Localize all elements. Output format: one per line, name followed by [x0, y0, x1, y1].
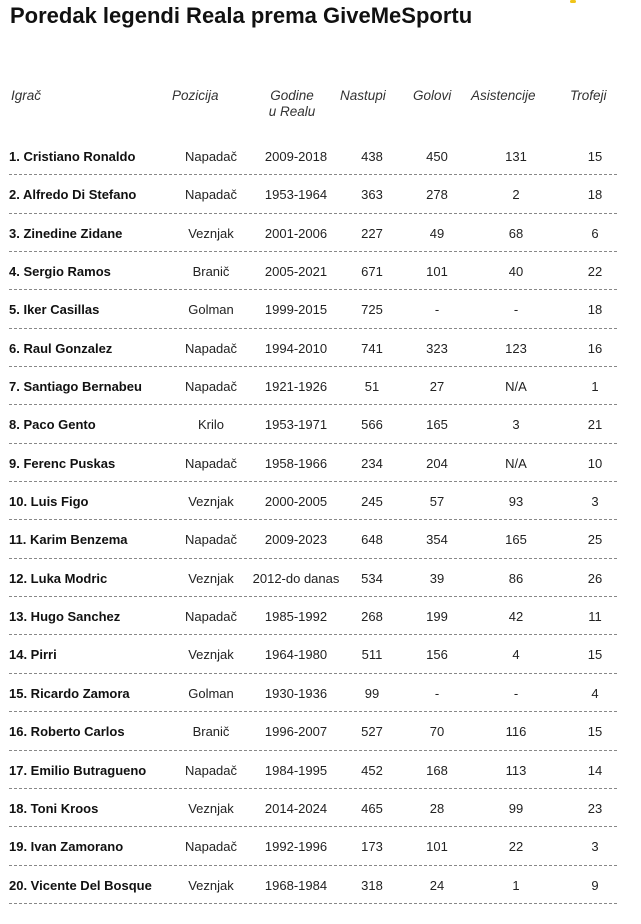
header-position: Pozicija [172, 88, 219, 103]
appearances-cell: 268 [361, 609, 383, 625]
position-cell: Veznjak [188, 225, 234, 241]
appearances-cell: 318 [361, 877, 383, 893]
goals-cell: 24 [429, 877, 445, 893]
assists-cell: 40 [508, 264, 524, 280]
assists-cell: N/A [505, 455, 527, 471]
player-name: 10. Luis Figo [9, 494, 89, 510]
table-row [9, 866, 617, 904]
position-cell: Golman [188, 685, 234, 701]
position-cell: Veznjak [188, 877, 234, 893]
appearances-cell: 363 [361, 187, 383, 203]
appearances-cell: 671 [361, 264, 383, 280]
player-name: 16. Roberto Carlos [9, 724, 125, 740]
trophies-cell: 18 [587, 187, 603, 203]
trophies-cell: 22 [587, 264, 603, 280]
player-name: 17. Emilio Butragueno [9, 762, 147, 778]
years-cell: 2009-2023 [264, 532, 328, 548]
position-cell: Veznjak [188, 494, 234, 510]
table-row [9, 175, 617, 213]
position-cell: Napadač [184, 762, 238, 778]
years-cell: 1984-1995 [264, 762, 328, 778]
player-name: 5. Iker Casillas [9, 302, 100, 318]
player-name: 19. Ivan Zamorano [9, 839, 124, 855]
table-row [9, 674, 617, 712]
table-row [9, 482, 617, 520]
position-cell: Napadač [184, 340, 238, 356]
player-name: 20. Vicente Del Bosque [9, 877, 152, 893]
trophies-cell: 16 [587, 340, 603, 356]
goals-cell: 323 [426, 340, 448, 356]
table-row [9, 597, 617, 635]
assists-cell: 2 [512, 187, 520, 203]
player-name: 8. Paco Gento [9, 417, 96, 433]
header-player: Igrač [11, 88, 42, 103]
years-cell: 1968-1984 [264, 877, 328, 893]
table-row [9, 405, 617, 443]
assists-cell: 86 [508, 570, 524, 586]
appearances-cell: 51 [364, 379, 380, 395]
position-cell: Veznjak [188, 800, 234, 816]
goals-cell: 168 [426, 762, 448, 778]
years-cell: 1992-1996 [264, 839, 328, 855]
appearances-cell: 173 [361, 839, 383, 855]
player-name: 4. Sergio Ramos [9, 264, 111, 280]
position-cell: Krilo [197, 417, 224, 433]
goals-cell: 70 [429, 724, 445, 740]
appearances-cell: 741 [361, 340, 383, 356]
trophies-cell: 1 [591, 379, 599, 395]
years-cell: 2012-do danas [252, 570, 340, 586]
appearances-cell: 452 [361, 762, 383, 778]
trophies-cell: 15 [587, 149, 603, 164]
table-row [9, 444, 617, 482]
assists-cell: 93 [508, 494, 524, 510]
player-name: 14. Pirri [9, 647, 57, 663]
goals-cell: 27 [429, 379, 445, 395]
assists-cell: 42 [508, 609, 524, 625]
appearances-cell: 566 [361, 417, 383, 433]
table-row [9, 751, 617, 789]
player-name: 9. Ferenc Puskas [9, 455, 116, 471]
position-cell: Branič [192, 264, 230, 280]
trophies-cell: 26 [587, 570, 603, 586]
appearances-cell: 527 [361, 724, 383, 740]
trophies-cell: 3 [591, 494, 599, 510]
position-cell: Golman [188, 302, 234, 318]
position-cell: Napadač [184, 149, 238, 164]
goals-cell: 199 [426, 609, 448, 625]
header-years-line2: u Realu [268, 104, 316, 119]
player-name: 1. Cristiano Ronaldo [9, 149, 136, 164]
trophies-cell: 23 [587, 800, 603, 816]
appearances-cell: 245 [361, 494, 383, 510]
goals-cell: 101 [426, 839, 448, 855]
header-trophies: Trofeji [570, 88, 607, 103]
assists-cell: 165 [505, 532, 527, 548]
assists-cell: 1 [512, 877, 520, 893]
years-cell: 1930-1936 [264, 685, 328, 701]
years-cell: 2014-2024 [264, 800, 328, 816]
table-row [9, 367, 617, 405]
header-assists: Asistencije [471, 88, 536, 103]
table-row [9, 712, 617, 750]
years-cell: 1999-2015 [264, 302, 328, 318]
legends-table [0, 137, 641, 904]
appearances-cell: 465 [361, 800, 383, 816]
assists-cell: 4 [512, 647, 520, 663]
assists-cell: 22 [508, 839, 524, 855]
table-row [9, 789, 617, 827]
goals-cell: 49 [429, 225, 445, 241]
trophies-cell: 14 [587, 762, 603, 778]
trophies-cell: 15 [587, 724, 603, 740]
page-title: Poredak legendi Reala prema GiveMeSportu [10, 3, 473, 28]
table-row [9, 635, 617, 673]
assists-cell: N/A [505, 379, 527, 395]
appearances-cell: 234 [361, 455, 383, 471]
years-cell: 1964-1980 [264, 647, 328, 663]
trophies-cell: 4 [591, 685, 599, 701]
appearances-cell: 534 [361, 570, 383, 586]
assists-cell: 99 [508, 800, 524, 816]
goals-cell: - [434, 685, 440, 701]
player-name: 12. Luka Modric [9, 570, 108, 586]
goals-cell: 450 [426, 149, 448, 164]
goals-cell: 28 [429, 800, 445, 816]
years-cell: 1958-1966 [264, 455, 328, 471]
position-cell: Napadač [184, 187, 238, 203]
table-row [9, 329, 617, 367]
player-name: 13. Hugo Sanchez [9, 609, 121, 625]
position-cell: Napadač [184, 532, 238, 548]
appearances-cell: 648 [361, 532, 383, 548]
appearances-cell: 725 [361, 302, 383, 318]
trophies-cell: 21 [587, 417, 603, 433]
goals-cell: 101 [426, 264, 448, 280]
trophies-cell: 6 [591, 225, 599, 241]
table-row [9, 290, 617, 328]
goals-cell: 39 [429, 570, 445, 586]
table-row [9, 559, 617, 597]
header-appearances: Nastupi [340, 88, 386, 103]
goals-cell: 204 [426, 455, 448, 471]
goals-cell: 354 [426, 532, 448, 548]
assists-cell: 123 [505, 340, 527, 356]
position-cell: Napadač [184, 839, 238, 855]
position-cell: Branič [192, 724, 230, 740]
accent-mark [570, 0, 576, 3]
header-years-line1: Godine [270, 88, 314, 103]
years-cell: 1953-1971 [264, 417, 328, 433]
trophies-cell: 25 [587, 532, 603, 548]
goals-cell: 278 [426, 187, 448, 203]
header-goals: Golovi [413, 88, 452, 103]
position-cell: Napadač [184, 455, 238, 471]
years-cell: 2009-2018 [264, 149, 328, 164]
table-row [9, 137, 617, 175]
position-cell: Napadač [184, 609, 238, 625]
years-cell: 1985-1992 [264, 609, 328, 625]
table-row [9, 252, 617, 290]
appearances-cell: 511 [361, 647, 383, 663]
header-years [256, 88, 328, 120]
goals-cell: 156 [426, 647, 448, 663]
years-cell: 1996-2007 [264, 724, 328, 740]
table-row [9, 827, 617, 865]
position-cell: Veznjak [188, 647, 234, 663]
trophies-cell: 11 [588, 609, 602, 625]
appearances-cell: 438 [361, 149, 383, 164]
trophies-cell: 9 [591, 877, 599, 893]
goals-cell: 57 [429, 494, 445, 510]
assists-cell: 68 [508, 225, 524, 241]
position-cell: Veznjak [188, 570, 234, 586]
appearances-cell: 99 [364, 685, 380, 701]
assists-cell: 113 [505, 762, 527, 778]
assists-cell: 3 [512, 417, 520, 433]
years-cell: 1921-1926 [264, 379, 328, 395]
player-name: 7. Santiago Bernabeu [9, 379, 142, 395]
years-cell: 2001-2006 [264, 225, 328, 241]
assists-cell: - [513, 302, 519, 318]
player-name: 2. Alfredo Di Stefano [9, 187, 137, 203]
years-cell: 2005-2021 [264, 264, 328, 280]
trophies-cell: 3 [591, 839, 599, 855]
assists-cell: 131 [505, 149, 527, 164]
trophies-cell: 18 [587, 302, 603, 318]
goals-cell: 165 [426, 417, 448, 433]
player-name: 11. Karim Benzema [9, 532, 128, 548]
position-cell: Napadač [184, 379, 238, 395]
trophies-cell: 10 [587, 455, 603, 471]
player-name: 18. Toni Kroos [9, 800, 99, 816]
table-row [9, 214, 617, 252]
years-cell: 2000-2005 [264, 494, 328, 510]
assists-cell: - [513, 685, 519, 701]
goals-cell: - [434, 302, 440, 318]
years-cell: 1953-1964 [264, 187, 328, 203]
player-name: 15. Ricardo Zamora [9, 685, 130, 701]
player-name: 3. Zinedine Zidane [9, 225, 123, 241]
years-cell: 1994-2010 [264, 340, 328, 356]
assists-cell: 116 [505, 724, 527, 740]
table-row [9, 520, 617, 558]
appearances-cell: 227 [361, 225, 383, 241]
trophies-cell: 15 [587, 647, 603, 663]
player-name: 6. Raul Gonzalez [9, 340, 113, 356]
